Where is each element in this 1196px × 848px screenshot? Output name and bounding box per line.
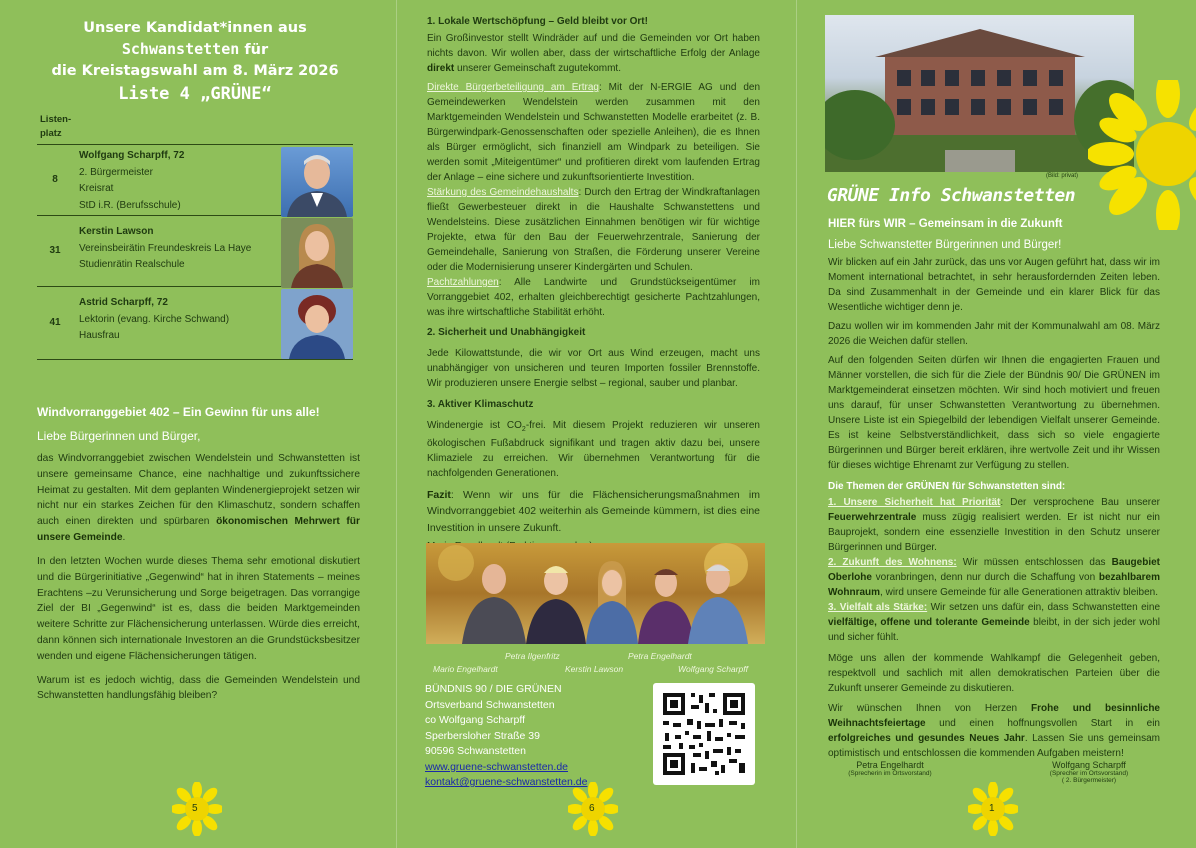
group-people-icon [426, 543, 765, 644]
signature-wolfgang: Wolfgang Scharpff (Sprecher im Ortsvorstand) ( 2. Bürgermeister) [1049, 760, 1129, 784]
wind-args: 1. Lokale Wertschöpfung – Geld bleibt vor Ort! Ein Großinvestor stellt Windräder auf und die Gemeinden vor Ort haben nichts davon. Wir wollen aber, dass der wirtschaftliche Erfolg der Anlage direkt unserer Gemeinschaft zugutekommt. Direkte Bürgerbeteiligung am Ertrag: Mit der N-ERGIE AG und den Gemeindewerken Wendelstein werden zusammen mit den Marktgemeinden Wendelstein und Schwanstetten Modelle erarbeitet (z. B. Bürgerwindpark-Genossenschaften oder spezielle Anleihen), die es Ihnen als Bürger ermöglicht, sich finanziell am Windpark zu beteiligen. Sie werden somit „Miteigentümer“ und profitieren direkt vom laufenden Ertrag der Anlage – eine sichere und zukunftsorientierte Investition. Stärkung des Gemeindehaushalts: Durch den Ertrag der Windkraftanlagen fließt Gewerbesteuer direkt in die Haushalte Schwanstettens und Wendelsteins. Diese zusätzlichen Einnahmen benötigen wir für wichtige Projekte, etwa für den Bau der Feuerwehrzentrale, Sanierung der Gemeindehalle, Sanierung von Straßen, die Förderung unserer Vereine oder die Modernisierung unserer Kindergärten und Schulen. Pachtzahlungen: Alle Landwirte und Grundstückseigentümer im Vorranggebiet 402, erhalten gleichberechtigt gesicherte Pachtzahlungen, was ihre wirtschaftliche Stabilität erhöht. 2. Sicherheit und Unabhängigkeit Jede Kilowattstunde, die wir vor Ort aus Wind erzeugen, macht uns unabhängiger von unsicheren und teuren Importen fossiler Brennstoffe. Wir produzieren unsere Energie selbst – regional, sauber und planbar. 3. Aktiver Klimaschutz Windenergie ist $CO_2$-frei. Mit diesem Projekt reduzieren wir unseren ökologischen Fußabdruck signifikant und tragen aktiv dazu bei, unsere Klimaziele zu erreichen. Wir übernehmen Verantwortung für die nachfolgenden Generationen. Fazit: Wenn wir uns für die Flächensicherungsmaßnahmen im Windvorranggebiet 402 weiterhin als Gemeinde kümmern, ist dies eine Investition in unsere Zukunft. [427, 14, 760, 554]
greeting: Liebe Schwanstetter Bürgerinnen und Bürger! [828, 239, 1062, 251]
candidate-row: 31 Kerstin Lawson Vereinsbeirätin Freundeskreis La Haye Studienrätin Realschule [37, 216, 353, 287]
fold-line [796, 0, 797, 848]
address-block: BÜNDNIS 90 / DIE GRÜNEN Ortsverband Schwanstetten co Wolfgang Scharpff Sperbersloher Straße 39 90596 Schwanstetten www.gruene-schwanstetten.de kontakt@gruene-schwanstetten.de [425, 682, 587, 791]
candidate-photo [281, 218, 353, 288]
group-photo [426, 543, 765, 644]
candidates-title: Unsere Kandidat*innen aus Schwanstetten für die Kreistagswahl am 8. März 2026 Liste 4 „GRÜNE“ [51, 20, 339, 105]
portrait-woman-icon [281, 289, 353, 359]
page-number: 1 [989, 803, 995, 814]
sunflower-icon [1088, 80, 1196, 235]
tagline: HIER fürs WIR – Gemeinsam in die Zukunft [828, 218, 1063, 230]
fold-line [396, 0, 397, 848]
panel-page-6 [400, 0, 792, 848]
wind-heading: Windvorranggebiet 402 – Ein Gewinn für uns alle! [37, 405, 320, 419]
email-link[interactable]: kontakt@gruene-schwanstetten.de [425, 776, 588, 789]
wind-body: das Windvorranggebiet zwischen Wendelstein und Schwanstetten ist unsere gemeinsame Chance, eine nachhaltige und zukunftssichere Heimat zu gestalten. Mit dem geplanten Windenergieprojekt setzen wir nicht nur ein starkes Zeichen für den Klimaschutz, sondern schaffen auch einen direkten und spürbaren ökonomischen Mehrwert für unsere Gemeinde. In den letzten Wochen wurde dieses Thema sehr emotional diskutiert und die Bürgerinitiative „Gegenwind“ hat in ihren Statements – meines Erachtens –zu Verunsicherung und Sorge beigetragen. Das vorrangige Ziel der BI „Gegenwind“ ist es, dass die beiden Marktgemeinden weitere Schritte zur Flächensicherung unterlassen. Würde dies erreicht, dann können sich internationale Investoren an die Grundstücksbesitzer wenden und eigene Flächensicherungen tätigen. Warum ist es jedoch wichtig, dass die Gemeinden Wendelstein und Schwanstetten handlungsfähig bleiben? [37, 453, 360, 702]
qr-code-icon [653, 683, 755, 785]
greeting: Liebe Bürgerinnen und Bürger, [37, 429, 201, 443]
portrait-woman-icon [281, 218, 353, 288]
website-link[interactable]: www.gruene-schwanstetten.de [425, 760, 568, 773]
candidate-row: 41 Astrid Scharpff, 72 Lektorin (evang. Kirche Schwand) Hausfrau [37, 287, 353, 360]
portrait-man-icon [281, 147, 353, 217]
photo-credit: (Bild: privat) [1046, 173, 1079, 179]
listenplatz-header: Listen- platz [40, 114, 72, 140]
photo-captions: Petra Ilgenfritz Petra Engelhardt Mario Engelhardt Kerstin Lawson Wolfgang Scharpff [433, 651, 748, 674]
editorial-body: Wir blicken auf ein Jahr zurück, das uns vor Augen geführt hat, dass wir im Moment international betrachtet, in sehr herausfordernden Zeiten leben. Da sind Zusammenhalt in der Gemeinde und ein klarer Blick für das Wesentliche wichtiger denn je. Dazu wollen wir im kommenden Jahr mit der Kommunalwahl am 08. März 2026 die Weichen dafür stellen. Auf den folgenden Seiten dürfen wir Ihnen die engagierten Frauen und Männer vorstellen, die sich für die Ziele der Bündnis 90/ Die GRÜNEN im Marktgemeinderat einsetzen möchten. Wir sind hoch motiviert und freuen uns darauf, für unser Schwanstetten Verantwortung zu übernehmen. Unsere Liste ist ein Spiegelbild der lebendigen Vielfalt unserer Gemeinde. Es ist keine Selbstverständlichkeit, dass sich so viele engagierte Bürgerinnen und Bürger bereit erklären, ihre wertvolle Zeit und ihr Wissen für dieses wichtige Ehrenamt zur Verfügung zu stellen. Die Themen der GRÜNEN für Schwanstetten sind: 1. Unsere Sicherheit hat Priorität: Der versprochene Bau unserer Feuerwehrzentrale muss zügig realisiert werden. Er ist nicht nur ein Bauprojekt, sondern eine essenzielle Investition in den Schutz unserer Bürgerinnen und Bürger. 2. Zukunft des Wohnens: Wir müssen entschlossen das Baugebiet Oberlohe voranbringen, denn nur durch die Schaffung von bezahlbarem Wohnraum, wird unsere Gemeinde für alle Generationen attraktiv bleiben. 3. Vielfalt als Stärke: Wir setzen uns dafür ein, dass Schwanstetten eine vielfältige, offene und tolerante Gemeinde bleibt, in der sich jeder wohl und sicher fühlt. Möge uns allen der kommende Wahlkampf die Gelegenheit geben, respektvoll und sachlich mit allen demokratischen Parteien über die Zukunft unserer Gemeinde zu diskutieren. Wir wünschen Ihnen von Herzen Frohe und besinnliche Weihnachtsfeiertage und einen hoffnungsvollen Start in ein erfolgreiches und gesundes Neues Jahr. Lassen Sie uns gemeinsam optimistisch und entschlossen die kommenden Aufgaben meistern! [828, 257, 1160, 759]
page-number: 6 [589, 803, 595, 814]
panel-page-1 [800, 0, 1196, 848]
brand-title: GRÜNE Info Schwanstetten [827, 185, 1076, 206]
candidate-row: 8 Wolfgang Scharpff, 72 2. Bürgermeister Kreisrat StD i.R. (Berufsschule) [37, 145, 353, 216]
candidate-photo [281, 147, 353, 217]
panel-page-5 [0, 0, 392, 848]
candidate-photo [281, 289, 353, 359]
signature-petra: Petra Engelhardt (Sprecherin im Ortsvorstand) [848, 760, 932, 777]
qr-code[interactable] [653, 683, 755, 785]
page-number: 5 [192, 803, 198, 814]
